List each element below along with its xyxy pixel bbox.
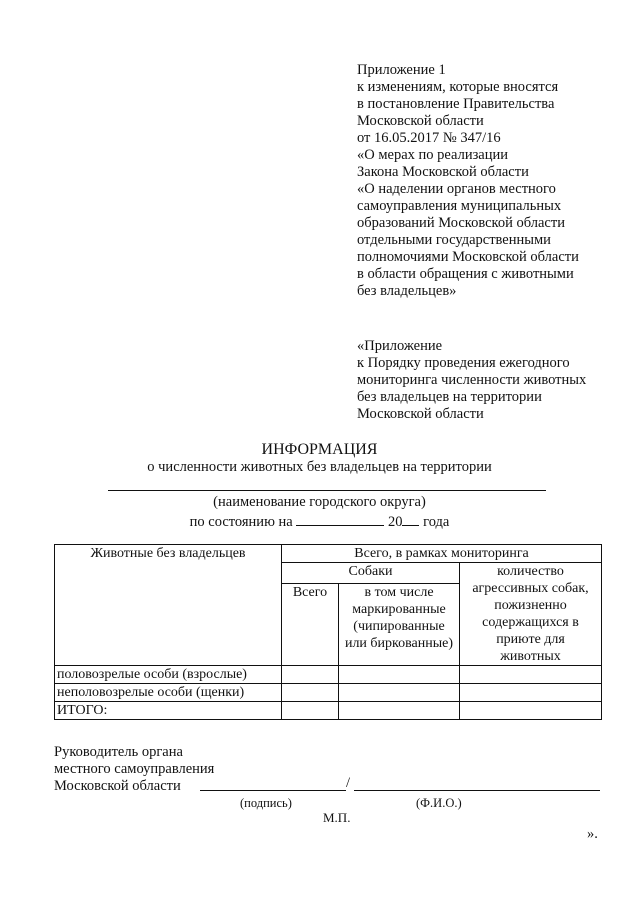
- document-title: ИНФОРМАЦИЯ: [261, 441, 378, 458]
- appendix-2-line: «Приложение: [357, 338, 443, 354]
- cell-empty: [339, 666, 460, 684]
- cell-empty: [339, 702, 460, 720]
- signature-slash: /: [346, 775, 351, 791]
- table-row: [55, 702, 602, 720]
- table-row: [55, 666, 602, 684]
- appendix-1-line: в постановление Правительства: [357, 96, 555, 112]
- header-marked-line: (чипированные: [353, 619, 445, 635]
- signature-blank-line: [200, 790, 346, 791]
- cell-empty: [282, 666, 339, 684]
- header-animals-without-owners: Животные без владельцев: [55, 545, 282, 666]
- header-marked-line: или биркованные): [344, 636, 454, 652]
- cell-empty: [282, 684, 339, 702]
- appendix-1-line: Приложение 1: [357, 62, 446, 78]
- appendix-1-line: «О мерах по реализации: [357, 147, 509, 163]
- appendix-1-line: от 16.05.2017 № 347/16: [357, 130, 501, 146]
- signature-line: местного самоуправления: [54, 761, 215, 777]
- appendix-1-line: Московской области: [357, 113, 484, 129]
- signature-block: [54, 744, 214, 795]
- header-aggressive-line: агрессивных собак,: [472, 581, 589, 596]
- header-dogs: Собаки: [282, 563, 460, 584]
- appendix-1-line: «О наделении органов местного: [357, 181, 556, 197]
- table-row: [55, 684, 602, 702]
- cell-empty: [460, 684, 602, 702]
- header-aggressive-dogs: [460, 563, 602, 666]
- appendix-1-line: отдельными государственными: [357, 232, 551, 248]
- appendix-1-block: [357, 62, 579, 300]
- appendix-2-line: мониторинга численности животных: [357, 372, 587, 388]
- signature-line: Руководитель органа: [54, 744, 183, 760]
- appendix-1-line: полномочиями Московской области: [357, 249, 579, 265]
- appendix-1-line: к изменениям, которые вносятся: [357, 79, 559, 95]
- header-aggressive-line: пожизненно: [494, 598, 567, 613]
- row-label-puppies: неполовозрелые особи (щенки): [55, 684, 282, 702]
- district-name-blank-line: [108, 490, 546, 491]
- fio-blank-line: [354, 790, 600, 791]
- document-subtitle: о численности животных без владельцев на территории: [147, 459, 492, 475]
- appendix-1-line: Закона Московской области: [357, 164, 529, 180]
- fio-label: (Ф.И.О.): [416, 796, 462, 810]
- appendix-2-line: Московской области: [357, 406, 484, 422]
- header-total-monitoring: Всего, в рамках мониторинга: [282, 545, 602, 563]
- appendix-1-line: самоуправления муниципальных: [357, 198, 562, 214]
- row-label-total: ИТОГО:: [55, 702, 282, 720]
- date-year: 20: [387, 514, 403, 530]
- cell-empty: [339, 684, 460, 702]
- row-label-adults: половозрелые особи (взрослые): [55, 666, 282, 684]
- signature-line: Московской области: [54, 778, 181, 794]
- appendix-1-line: без владельцев»: [357, 283, 457, 299]
- cell-empty: [460, 666, 602, 684]
- date-prefix: по состоянию на: [189, 514, 293, 530]
- appendix-2-block: [357, 338, 586, 423]
- cell-empty: [282, 702, 339, 720]
- appendix-2-line: без владельцев на территории: [357, 389, 542, 405]
- signature-label: (подпись): [240, 796, 292, 810]
- header-aggressive-line: количество: [497, 564, 564, 579]
- date-line: [0, 512, 639, 531]
- district-name-label: (наименование городского округа): [213, 494, 426, 510]
- stamp-place-label: М.П.: [323, 810, 351, 825]
- closing-quote: ».: [587, 826, 598, 842]
- header-all: Всего: [282, 584, 339, 666]
- date-blank: [296, 512, 384, 526]
- monitoring-table: [54, 544, 602, 720]
- header-aggressive-line: приюте для: [496, 632, 565, 647]
- header-aggressive-line: животных: [500, 649, 561, 664]
- header-aggressive-line: содержащихся в: [482, 615, 579, 630]
- year-blank: [402, 512, 419, 526]
- header-marked-line: в том числе: [364, 585, 434, 601]
- appendix-2-line: к Порядку проведения ежегодного: [357, 355, 570, 371]
- appendix-1-line: в области обращения с животными: [357, 266, 574, 282]
- header-marked-line: маркированные: [352, 602, 446, 618]
- appendix-1-line: образований Московской области: [357, 215, 565, 231]
- cell-empty: [460, 702, 602, 720]
- date-suffix: года: [423, 514, 450, 530]
- header-marked: [339, 584, 460, 666]
